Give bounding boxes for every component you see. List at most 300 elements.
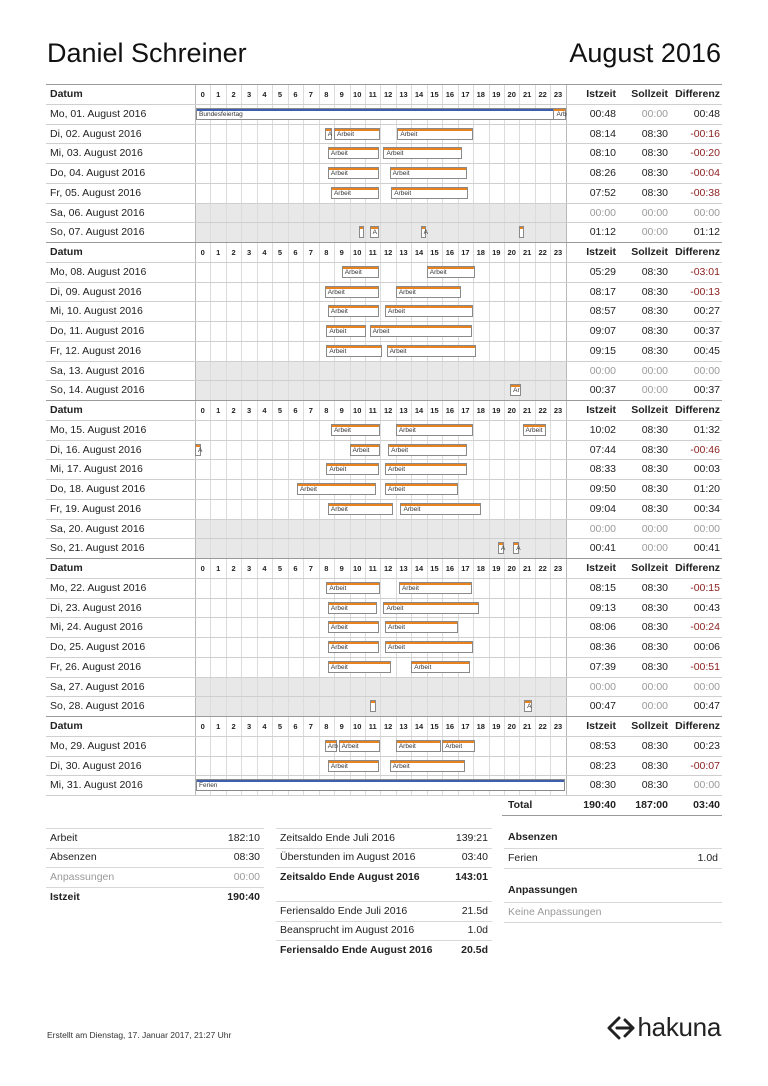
day-differenz: 00:00 (693, 364, 720, 377)
work-entry-bar[interactable]: Arbeit (387, 345, 477, 357)
day-sollzeit: 08:30 (641, 660, 668, 673)
day-date: Sa, 27. August 2016 (50, 680, 145, 693)
day-istzeit: 08:30 (589, 779, 616, 792)
hour-label: 16 (445, 564, 455, 573)
work-entry-bar[interactable]: Arbeit (411, 661, 470, 673)
row-divider (46, 400, 722, 401)
column-header-differenz: Differenz (675, 246, 720, 258)
saldo-vacation-label: Feriensaldo Ende August 2016 (280, 944, 433, 956)
work-entry-bar[interactable]: Arbeit (328, 503, 393, 515)
summary-hours-row (46, 868, 264, 888)
column-header-sollzeit: Sollzeit (631, 720, 668, 732)
hour-label: 16 (445, 90, 455, 99)
day-istzeit: 00:48 (589, 107, 616, 120)
work-entry-bar[interactable]: Arbeit (399, 582, 472, 594)
day-istzeit: 07:44 (589, 443, 616, 456)
work-entry-bar[interactable]: Arbeit (339, 740, 381, 752)
day-sollzeit: 08:30 (641, 739, 668, 752)
hour-label: 2 (231, 90, 236, 99)
hour-label: 15 (430, 722, 439, 731)
work-entry-bar[interactable]: Arbeit (385, 483, 458, 495)
hour-label: 21 (522, 722, 532, 731)
day-differenz: 00:47 (693, 700, 720, 713)
timesheet-table (46, 84, 722, 815)
anpassungen-title: Anpassungen (508, 884, 578, 896)
work-entry-bar[interactable]: Arbeit (427, 266, 475, 278)
hour-label: 6 (293, 90, 298, 99)
row-divider (46, 301, 722, 302)
hour-label: 6 (293, 406, 298, 415)
work-entry-bar[interactable]: A (325, 128, 333, 140)
hour-label: 17 (461, 248, 470, 257)
work-entry-bar[interactable]: A (195, 444, 201, 456)
day-sollzeit: 00:00 (641, 542, 668, 555)
column-header-differenz: Differenz (675, 720, 720, 732)
hour-label: 12 (383, 248, 393, 257)
hour-label: 11 (368, 722, 377, 731)
day-istzeit: 09:50 (589, 483, 616, 495)
work-entry-bar[interactable]: Arbeit (350, 444, 381, 456)
work-entry-bar[interactable]: Ar (510, 384, 521, 396)
day-date: Fr, 19. August 2016 (50, 502, 142, 515)
day-sollzeit: 08:30 (641, 325, 668, 337)
work-entry-bar[interactable]: Arbeit (523, 424, 546, 436)
hour-label: 11 (368, 90, 377, 99)
column-header-sollzeit: Sollzeit (631, 246, 668, 258)
column-header-sollzeit: Sollzeit (631, 562, 668, 574)
day-sollzeit: 00:00 (641, 206, 668, 219)
day-differenz: -00:46 (690, 443, 720, 456)
work-entry-bar[interactable]: Arbeit (396, 286, 461, 298)
day-istzeit: 00:37 (589, 384, 616, 397)
hour-label: 7 (308, 564, 313, 573)
summary-hours-value: 08:30 (233, 851, 260, 863)
day-istzeit: 00:00 (589, 206, 616, 219)
hour-label: 0 (200, 90, 205, 99)
allday-entry-bar[interactable]: Ferien (196, 779, 565, 791)
day-differenz: 00:37 (693, 384, 720, 397)
hour-label: 16 (445, 248, 455, 257)
work-entry-bar[interactable]: Arbeit (370, 325, 472, 337)
work-entry-bar[interactable]: Arbeit (400, 503, 480, 515)
day-differenz: -03:01 (690, 265, 720, 278)
work-entry-bar[interactable]: Arbeit (328, 167, 379, 179)
saldo-time-value: 143:01 (455, 871, 488, 883)
hour-label: 20 (507, 722, 516, 731)
day-date: So, 14. August 2016 (50, 384, 145, 397)
hour-label: 3 (246, 406, 252, 415)
day-date: Sa, 13. August 2016 (50, 364, 145, 377)
hour-label: 13 (399, 406, 408, 415)
row-divider (46, 282, 722, 283)
work-entry-bar[interactable]: Arbeit (385, 463, 467, 475)
day-differenz: 00:00 (693, 680, 720, 693)
hour-label: 9 (339, 564, 344, 573)
row-divider (46, 222, 722, 223)
day-date: Mi, 10. August 2016 (50, 305, 143, 318)
work-entry-bar[interactable]: Arbeit (342, 266, 379, 278)
hour-label: 21 (522, 406, 532, 415)
day-date: Di, 02. August 2016 (50, 127, 142, 140)
day-date: Fr, 05. August 2016 (50, 186, 142, 199)
row-divider (46, 380, 722, 381)
saldo-time-row (276, 848, 492, 868)
hour-label: 9 (339, 248, 344, 257)
work-entry-bar[interactable]: A (498, 542, 504, 554)
day-istzeit: 08:15 (589, 581, 616, 594)
employee-name: Daniel Schreiner (47, 38, 247, 68)
hour-label: 0 (200, 722, 205, 731)
column-header-datum: Datum (50, 246, 83, 258)
day-differenz: 00:00 (693, 522, 720, 535)
day-sollzeit: 08:30 (641, 581, 668, 594)
work-entry-bar[interactable]: Arbeit (383, 602, 479, 614)
hour-label: 12 (383, 722, 393, 731)
hour-label: 22 (538, 406, 547, 415)
day-sollzeit: 08:30 (641, 147, 668, 160)
day-istzeit: 08:23 (589, 759, 616, 772)
work-entry-bar[interactable]: A (524, 700, 532, 712)
summary-hours-label: Absenzen (50, 851, 97, 863)
day-istzeit: 01:12 (589, 226, 616, 239)
day-differenz: 00:41 (693, 542, 720, 555)
work-entry-bar[interactable]: Arb (325, 740, 337, 752)
hour-label: 9 (339, 90, 344, 99)
day-date: Do, 25. August 2016 (50, 641, 146, 653)
hakuna-logo (606, 1012, 722, 1043)
day-date: Fr, 26. August 2016 (50, 660, 142, 673)
hakuna-logo-icon (606, 1015, 636, 1041)
summary-hours-row (46, 888, 264, 907)
hour-label: 8 (324, 564, 329, 573)
day-differenz: 00:23 (693, 739, 720, 752)
hour-label: 4 (262, 406, 267, 415)
day-date: Mo, 29. August 2016 (50, 739, 147, 752)
hour-label: 1 (216, 406, 221, 415)
work-entry-bar[interactable]: Arbeit (328, 760, 379, 772)
column-header-datum: Datum (50, 562, 83, 574)
hour-label: 23 (553, 564, 563, 573)
hour-label: 16 (445, 722, 455, 731)
work-entry-bar[interactable]: Arbeit (328, 641, 379, 653)
row-divider (46, 104, 722, 105)
hour-label: 21 (522, 90, 532, 99)
day-sollzeit: 08:30 (641, 167, 668, 179)
work-entry-bar[interactable]: Arbeit (385, 641, 473, 653)
hour-label: 1 (216, 248, 221, 257)
hour-label: 22 (538, 722, 547, 731)
work-entry-bar[interactable]: Arbeit (397, 128, 473, 140)
hour-label: 2 (231, 406, 236, 415)
hour-label: 22 (538, 90, 547, 99)
day-date: Mi, 17. August 2016 (50, 463, 143, 476)
day-istzeit: 08:33 (589, 463, 616, 476)
row-divider (46, 420, 722, 421)
day-istzeit: 09:07 (589, 325, 616, 337)
absenzen-title: Absenzen (508, 831, 558, 843)
column-header-differenz: Differenz (675, 562, 720, 574)
work-entry-bar[interactable]: Arbeit (326, 325, 366, 337)
day-differenz: -00:51 (690, 660, 720, 673)
hour-label: 10 (353, 406, 362, 415)
day-differenz: 01:20 (693, 483, 720, 495)
day-differenz: 00:34 (693, 502, 720, 515)
day-sollzeit: 00:00 (641, 107, 668, 120)
work-entry-bar[interactable] (519, 226, 524, 238)
row-divider (46, 124, 722, 125)
hour-label: 14 (414, 406, 424, 415)
work-entry-bar[interactable]: Arbeit (326, 345, 382, 357)
hour-label: 2 (231, 722, 236, 731)
hour-label: 18 (476, 90, 485, 99)
hour-label: 11 (368, 248, 377, 257)
work-entry-bar[interactable] (370, 700, 376, 712)
hour-label: 15 (430, 406, 439, 415)
row-divider (46, 361, 722, 362)
hour-label: 5 (277, 406, 283, 415)
day-sollzeit: 08:30 (641, 443, 668, 456)
hour-label: 16 (445, 406, 455, 415)
hour-label: 7 (308, 406, 313, 415)
work-entry-bar[interactable]: Arbeit (391, 187, 468, 199)
row-divider (46, 637, 722, 638)
hour-label: 7 (308, 248, 313, 257)
summary-hours-label: Anpassungen (50, 871, 115, 883)
row-divider (46, 341, 722, 342)
hour-label: 22 (538, 564, 547, 573)
day-istzeit: 00:00 (589, 364, 616, 377)
row-divider (46, 538, 722, 539)
row-divider (46, 183, 722, 184)
row-divider (46, 795, 722, 796)
hour-label: 10 (353, 722, 362, 731)
day-differenz: -00:38 (690, 186, 720, 199)
day-istzeit: 07:39 (589, 660, 616, 673)
hour-label: 1 (216, 564, 221, 573)
hour-label: 9 (339, 722, 344, 731)
column-header-datum: Datum (50, 88, 83, 100)
saldo-time-row (276, 868, 492, 887)
hour-label: 5 (277, 722, 283, 731)
column-header-sollzeit: Sollzeit (631, 404, 668, 416)
day-differenz: -00:04 (690, 167, 720, 179)
day-date: Mo, 08. August 2016 (50, 265, 147, 278)
hour-label: 5 (277, 248, 283, 257)
day-differenz: -00:15 (690, 581, 720, 594)
work-entry-bar[interactable]: Arbeit (388, 444, 467, 456)
row-divider (46, 321, 722, 322)
day-sollzeit: 00:00 (641, 700, 668, 713)
work-entry-bar[interactable]: Arbeit (328, 305, 379, 317)
work-entry-bar[interactable]: Arbeit (328, 147, 379, 159)
row-divider (46, 716, 722, 717)
work-entry-bar[interactable] (359, 226, 364, 238)
hour-label: 13 (399, 248, 408, 257)
day-sollzeit: 00:00 (641, 522, 668, 535)
column-header-differenz: Differenz (675, 404, 720, 416)
hour-label: 23 (553, 406, 563, 415)
summary-hours-value: 00:00 (233, 871, 260, 883)
allday-entry-bar[interactable]: Bundesfeiertag (196, 108, 565, 120)
column-header-istzeit: Istzeit (586, 404, 616, 416)
column-header-differenz: Differenz (675, 88, 720, 100)
hour-label: 23 (553, 722, 563, 731)
row-divider (46, 598, 722, 599)
hour-label: 11 (368, 564, 377, 573)
row-divider (46, 499, 722, 500)
work-entry-bar[interactable]: Arbeit (396, 740, 441, 752)
hour-label: 19 (492, 564, 501, 573)
day-date: So, 07. August 2016 (50, 226, 145, 239)
day-sollzeit: 08:30 (641, 285, 668, 298)
day-istzeit: 00:00 (589, 522, 616, 535)
work-entry-bar[interactable]: Arbeit (331, 424, 380, 436)
column-header-istzeit: Istzeit (586, 562, 616, 574)
day-istzeit: 10:02 (589, 423, 616, 436)
hour-label: 9 (339, 406, 344, 415)
hour-label: 4 (262, 722, 267, 731)
hour-label: 3 (246, 564, 252, 573)
hour-label: 12 (383, 564, 393, 573)
total-sollzeit: 187:00 (635, 799, 668, 811)
day-sollzeit: 08:30 (641, 265, 668, 278)
hour-label: 17 (461, 406, 470, 415)
day-istzeit: 08:26 (589, 167, 616, 179)
hour-label: 14 (414, 248, 424, 257)
hour-label: 3 (246, 90, 252, 99)
day-date: Di, 30. August 2016 (50, 759, 142, 772)
day-differenz: -00:16 (690, 127, 720, 140)
work-entry-bar[interactable]: Arbeit (326, 582, 380, 594)
work-entry-bar[interactable]: Arbeit (297, 483, 376, 495)
row-divider (46, 775, 722, 776)
hour-label: 12 (383, 406, 393, 415)
hour-label: 20 (507, 248, 516, 257)
saldo-vacation-label: Feriensaldo Ende Juli 2016 (280, 905, 408, 917)
day-date: Sa, 06. August 2016 (50, 206, 145, 219)
day-sollzeit: 08:30 (641, 779, 668, 792)
work-entry-bar[interactable]: Arbeit (326, 463, 379, 475)
row-divider (46, 84, 722, 85)
day-differenz: -00:13 (690, 285, 720, 298)
hour-label: 18 (476, 248, 485, 257)
day-date: Do, 18. August 2016 (50, 483, 146, 495)
day-date: Mo, 01. August 2016 (50, 107, 147, 120)
work-entry-bar[interactable]: Arbeit (328, 621, 379, 633)
saldo-vacation-row (276, 941, 492, 960)
work-entry-bar[interactable]: Arbeit (385, 305, 473, 317)
day-differenz: 00:03 (693, 463, 720, 476)
day-istzeit: 08:06 (589, 621, 616, 634)
day-date: Di, 16. August 2016 (50, 443, 142, 456)
hakuna-logo-text: hakuna (637, 1012, 721, 1042)
column-header-istzeit: Istzeit (586, 88, 616, 100)
day-istzeit: 08:53 (589, 739, 616, 752)
summary-hours-label: Istzeit (50, 891, 80, 903)
work-entry-bar[interactable]: Arbeit (396, 424, 473, 436)
day-sollzeit: 08:30 (641, 502, 668, 515)
day-sollzeit: 08:30 (641, 621, 668, 634)
day-date: Mo, 22. August 2016 (50, 581, 147, 594)
hour-label: 4 (262, 90, 267, 99)
day-date: Mi, 03. August 2016 (50, 147, 143, 160)
hour-label: 6 (293, 722, 298, 731)
hour-label: 3 (246, 722, 252, 731)
work-entry-bar[interactable]: Arbeit (328, 661, 391, 673)
day-sollzeit: 00:00 (641, 384, 668, 397)
hour-label: 2 (231, 248, 236, 257)
day-istzeit: 05:29 (589, 265, 616, 278)
saldo-time-label: Überstunden im August 2016 (280, 851, 416, 863)
hour-label: 18 (476, 406, 485, 415)
hour-label: 20 (507, 406, 516, 415)
day-istzeit: 08:14 (589, 127, 616, 140)
day-date: So, 28. August 2016 (50, 700, 145, 713)
day-differenz: 00:06 (693, 641, 720, 653)
saldo-time-row (276, 828, 492, 849)
row-divider (46, 203, 722, 204)
day-differenz: 01:12 (693, 226, 720, 239)
work-entry-bar[interactable]: A (513, 542, 519, 554)
hour-label: 5 (277, 90, 283, 99)
work-entry-bar[interactable]: Arbeit (385, 621, 458, 633)
work-entry-bar[interactable]: A (421, 226, 426, 238)
day-istzeit: 09:15 (589, 344, 616, 357)
hour-label: 17 (461, 564, 470, 573)
work-entry-bar[interactable]: Arbeit (390, 167, 467, 179)
hour-label: 0 (200, 406, 205, 415)
work-entry-bar[interactable]: Arbeit (331, 187, 379, 199)
row-divider (46, 558, 722, 559)
row-divider (46, 262, 722, 263)
hour-label: 21 (522, 564, 532, 573)
day-istzeit: 00:41 (589, 542, 616, 555)
day-sollzeit: 00:00 (641, 680, 668, 693)
hour-label: 8 (324, 722, 329, 731)
work-entry-bar[interactable]: Arbeit (334, 128, 380, 140)
day-istzeit: 08:10 (589, 147, 616, 160)
day-differenz: -00:24 (690, 621, 720, 634)
hour-label: 14 (414, 722, 424, 731)
total-istzeit: 190:40 (583, 799, 616, 811)
absenzen-ferien-row: Ferien 1.0d (504, 848, 722, 869)
work-entry-bar[interactable]: Arbeit (383, 147, 462, 159)
work-entry-bar[interactable]: Arb (553, 108, 565, 120)
day-date: Di, 23. August 2016 (50, 601, 142, 614)
row-divider (46, 242, 722, 243)
summary-hours-row (46, 828, 264, 849)
hour-label: 0 (200, 248, 205, 257)
hour-label: 18 (476, 564, 485, 573)
hour-label: 2 (231, 564, 236, 573)
column-header-sollzeit: Sollzeit (631, 88, 668, 100)
work-entry-bar[interactable]: Arbeit (328, 602, 377, 614)
hour-label: 13 (399, 564, 408, 573)
hour-label: 8 (324, 90, 329, 99)
work-entry-bar[interactable]: Arbeit (442, 740, 474, 752)
hour-label: 4 (262, 248, 267, 257)
row-divider (46, 440, 722, 441)
created-timestamp: Erstellt am Dienstag, 17. Januar 2017, 21:27 Uhr (47, 1030, 232, 1040)
work-entry-bar[interactable]: Arbeit (390, 760, 466, 772)
saldo-time-value: 03:40 (461, 851, 488, 863)
hour-label: 20 (507, 90, 516, 99)
hour-label: 7 (308, 90, 313, 99)
work-entry-bar[interactable]: A (370, 226, 379, 238)
day-differenz: 01:32 (693, 423, 720, 436)
work-entry-bar[interactable]: Arbeit (325, 286, 379, 298)
hour-label: 15 (430, 564, 439, 573)
